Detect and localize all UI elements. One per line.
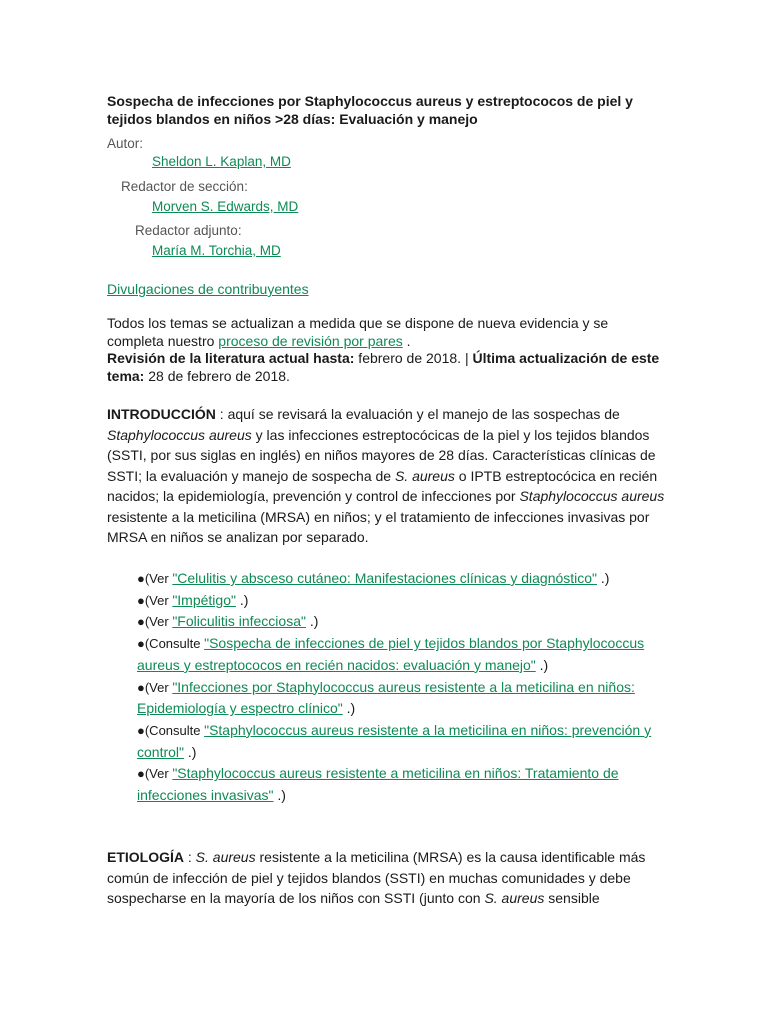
update-paragraph: Todos los temas se actualizan a medida que se dispone de nueva evidencia y se completa nuestro proceso de revisión por pares . Revisión de la literatura actual hasta: febrero de 2018. | Última actualización de este tema: 28 de febrero de 2018.	[107, 315, 660, 384]
author-link[interactable]: Sheldon L. Kaplan, MD	[152, 154, 291, 169]
see-also-link[interactable]: "Sospecha de infecciones de piel y tejidos blandos por Staphylococcus aureus y estreptococos en recién nacidos: evaluación y manejo"	[137, 635, 645, 673]
disclosures-link[interactable]: Divulgaciones de contribuyentes	[107, 281, 309, 297]
updated-label: Última actualización de este tema:	[107, 350, 660, 384]
article-title: Sospecha de infecciones por Staphylococcus aureus y estreptococos de piel y tejidos blandos en niños >28 días: Evaluación y manejo	[107, 93, 633, 127]
see-also-link[interactable]: "Impétigo"	[172, 591, 236, 608]
updated-value: 28 de febrero de 2018.	[144, 367, 290, 384]
section-editor-link[interactable]: Morven S. Edwards, MD	[152, 199, 299, 214]
see-also-link[interactable]: "Infecciones por Staphylococcus aureus resistente a la meticilina en niños: Epidemiología y espectro clínico"	[137, 678, 635, 717]
see-also-link[interactable]: "Foliculitis infecciosa"	[172, 613, 306, 630]
list-item: ●(Consulte "Staphylococcus aureus resistente a la meticilina en niños: prevención y control" .)	[137, 721, 652, 760]
etiology-heading: ETIOLOGÍA	[107, 849, 184, 865]
peer-review-link[interactable]: proceso de revisión por pares	[218, 332, 403, 349]
introduction-paragraph: INTRODUCCIÓN : aquí se revisará la evaluación y el manejo de las sospechas de Staphylococcus aureus y las infecciones estreptocócicas de la piel y los tejidos blandos (SSTI, por sus siglas en inglés) en niños mayores de 28 días. Características clínicas de SSTI; la evaluación y manejo de sospecha de S. aureus o IPTB estreptocócica en recién nacidos; la epidemiología, prevención y control de infecciones por Staphylococcus aureus resistente a la meticilina (MRSA) en niños; y el tratamiento de infecciones invasivas por MRSA en niños se analizan por separado.	[107, 406, 665, 545]
see-also-link[interactable]: "Celulitis y absceso cutáneo: Manifestaciones clínicas y diagnóstico"	[172, 570, 598, 586]
review-label: Revisión de la literatura actual hasta:	[107, 350, 355, 366]
review-value: febrero de 2018. |	[354, 350, 473, 366]
see-also-list	[137, 568, 667, 807]
list-item: ●(Ver "Celulitis y absceso cutáneo: Manifestaciones clínicas y diagnóstico" .)	[137, 570, 610, 586]
section-editor-label: Redactor de sección:	[121, 179, 248, 194]
see-also-link[interactable]: "Staphylococcus aureus resistente a la meticilina en niños: prevención y control"	[137, 721, 652, 760]
deputy-editor-link[interactable]: María M. Torchia, MD	[152, 243, 281, 258]
etiology-paragraph: ETIOLOGÍA : S. aureus resistente a la meticilina (MRSA) es la causa identificable más común de infección de piel y tejidos blandos (SSTI) en muchas comunidades y debe sospecharse en la mayoría de los niños con SSTI (junto con S. aureus sensible	[107, 849, 646, 906]
list-item: ●(Ver "Infecciones por Staphylococcus aureus resistente a la meticilina en niños: Epidemiología y espectro clínico" .)	[137, 678, 635, 717]
list-item: ●(Ver "Foliculitis infecciosa" .)	[137, 613, 319, 630]
author-label: Autor:	[107, 136, 144, 151]
see-also-link[interactable]: "Staphylococcus aureus resistente a meticilina en niños: Tratamiento de infecciones invasivas"	[137, 765, 619, 804]
introduction-heading: INTRODUCCIÓN	[107, 406, 216, 422]
deputy-editor-label: Redactor adjunto:	[135, 223, 242, 238]
list-item: ●(Consulte "Sospecha de infecciones de piel y tejidos blandos por Staphylococcus aureus y estreptococos en recién nacidos: evaluación y manejo" .)	[137, 635, 645, 673]
list-item: ●(Ver "Impétigo" .)	[137, 591, 249, 608]
list-item: ●(Ver "Staphylococcus aureus resistente a meticilina en niños: Tratamiento de infecciones invasivas" .)	[137, 765, 619, 804]
